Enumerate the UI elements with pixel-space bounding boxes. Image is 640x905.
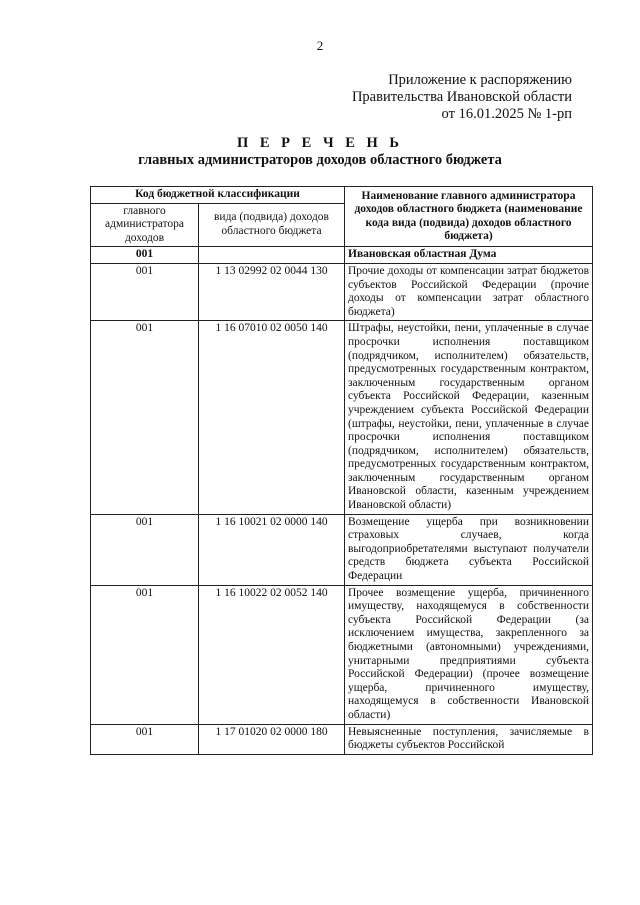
cell-name: Невыясненные поступления, зачисляемые в бюджеты субъектов Российской bbox=[345, 724, 593, 754]
table-row bbox=[91, 247, 593, 264]
cell-code: 1 16 10021 02 0000 140 bbox=[199, 514, 345, 585]
cell-code bbox=[199, 247, 345, 264]
header-classification-code: Код бюджетной классификации bbox=[91, 187, 345, 204]
cell-admin: 001 bbox=[91, 321, 199, 514]
document-subtitle: главных администраторов доходов областного бюджета bbox=[138, 152, 502, 168]
appendix-line-3: от 16.01.2025 № 1-рп bbox=[441, 106, 572, 122]
cell-name: Штрафы, неустойки, пени, уплаченные в случае просрочки исполнения поставщиком (подрядчиком, исполнителем) обязательств, предусмотренных государственным контрактом, заключенным государственным органом субъекта Российской Федерации, казенным учреждением субъекта Российской Федерации (штрафы, неустойки, пени, уплаченные в случае просрочки исполнения поставщиком (подрядчиком, исполнителем) обязательств, предусмотренных государственным контрактом, заключенным государственным органом Ивановской области, казенным учреждением Ивановской области) bbox=[345, 321, 593, 514]
cell-name: Прочее возмещение ущерба, причиненного имуществу, находящемуся в собственности субъекта Российской Федерации (за исключением имущества, закрепленного за бюджетными (автономными) учреждениями, унитарными предприятиями субъекта Российской Федерации) (прочее возмещение ущерба, причиненного имуществу, находящемуся в собственности Ивановской области) bbox=[345, 585, 593, 724]
page-number: 2 bbox=[316, 38, 324, 53]
table-row bbox=[91, 585, 593, 724]
cell-name: Возмещение ущерба при возникновении страховых случаев, когда выгодоприобретателями выступают получатели средств бюджета субъекта Российской Федерации bbox=[345, 514, 593, 585]
cell-code: 1 17 01020 02 0000 180 bbox=[199, 724, 345, 754]
cell-name: Прочие доходы от компенсации затрат бюджетов субъектов Российской Федерации (прочие доходы от компенсации затрат областного бюджета) bbox=[345, 263, 593, 320]
table-row bbox=[91, 514, 593, 585]
table-row bbox=[91, 263, 593, 320]
document-title: П Е Р Е Ч Е Н Ь bbox=[236, 135, 404, 151]
cell-code: 1 16 07010 02 0050 140 bbox=[199, 321, 345, 514]
cell-admin: 001 bbox=[91, 247, 199, 264]
table-row bbox=[91, 321, 593, 514]
cell-admin: 001 bbox=[91, 263, 199, 320]
header-revenue-type: вида (подвида) доходов областного бюджета bbox=[199, 203, 345, 247]
cell-name: Ивановская областная Дума bbox=[345, 247, 593, 264]
revenue-administrators-table bbox=[90, 186, 593, 755]
cell-code: 1 16 10022 02 0052 140 bbox=[199, 585, 345, 724]
cell-admin: 001 bbox=[91, 514, 199, 585]
cell-admin: 001 bbox=[91, 585, 199, 724]
header-name: Наименование главного администратора доходов областного бюджета (наименование кода вида (подвида) доходов областного бюджета) bbox=[345, 187, 593, 247]
appendix-block bbox=[352, 72, 572, 123]
header-admin-code: главного администратора доходов bbox=[91, 203, 199, 247]
appendix-line-1: Приложение к распоряжению bbox=[388, 72, 572, 88]
table-row bbox=[91, 724, 593, 754]
appendix-line-2: Правительства Ивановской области bbox=[351, 89, 572, 105]
cell-code: 1 13 02992 02 0044 130 bbox=[199, 263, 345, 320]
cell-admin: 001 bbox=[91, 724, 199, 754]
